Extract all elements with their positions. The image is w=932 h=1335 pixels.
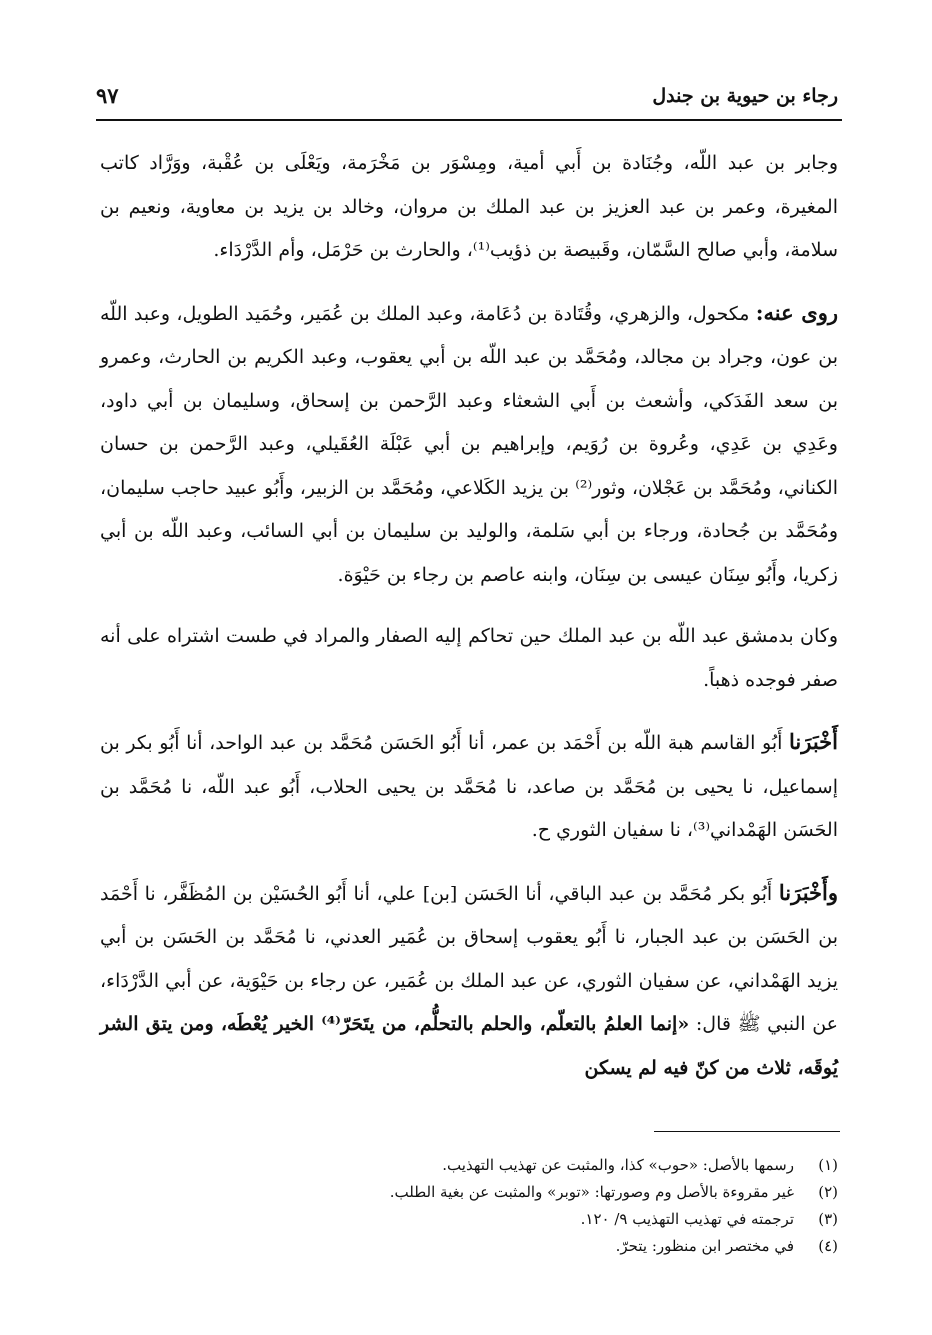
- paragraph-story: [100, 615, 838, 702]
- footnote-item: [330, 1179, 838, 1206]
- paragraph-isnad-2: [100, 871, 838, 1091]
- running-title: رجاء بن حيوية بن جندل: [652, 85, 838, 107]
- footnote-text: في مختصر ابن منظور: يتحرّ.: [615, 1237, 794, 1255]
- footnote-number: (٤): [818, 1237, 838, 1255]
- footnote-item: [330, 1206, 838, 1233]
- paragraph-text: أَبُو القاسم هبة اللّه بن أَحْمَد بن عمر، أنا أَبُو الحَسَن مُحَمَّد بن عبد الواحد، أنا أَبُو بكر بن إسماعيل، نا يحيى بن مُحَمَّد بن صاعد، نا مُحَمَّد بن يحيى الحلاب، أَبُو عبد اللّه، نا مُحَمَّد بن الحَسَن الهَمْداني⁽³⁾، نا سفيان الثوري ح.: [100, 732, 838, 841]
- paragraph-teachers: [100, 142, 838, 273]
- footnote-text: ترجمته في تهذيب التهذيب ٩/ ١٢٠.: [580, 1210, 794, 1228]
- main-text: [100, 142, 838, 1108]
- footnote-item: [330, 1152, 838, 1179]
- isnad-keyword: أَخْبَرَنا: [789, 729, 838, 754]
- header-rule: [96, 119, 842, 121]
- paragraph-narrators: [100, 291, 838, 598]
- footnote-number: (١): [818, 1156, 838, 1174]
- footnotes: [330, 1152, 838, 1260]
- footnote-text: رسمها بالأصل: «حوب» كذا، والمثبت عن تهذيب التهذيب.: [442, 1156, 794, 1174]
- page-header: [96, 72, 838, 116]
- paragraph-isnad-1: [100, 720, 838, 853]
- paragraph-text: وكان بدمشق عبد اللّه بن عبد الملك حين تحاكم إليه الصفار والمراد في طست اشتراه على أنه صفر فوجده ذهباً.: [100, 625, 838, 691]
- section-keyword: روى عنه:: [755, 299, 838, 325]
- hadith-quote: «إنما العلمُ بالتعلّم، والحلم بالتحلُّم، من يتَحَرّ⁽⁴⁾ الخير يُعْطَه، ومن يتق الشر يُوقَه، ثلاث من كنّ فيه لم يسكن: [100, 1013, 838, 1079]
- footnote-number: (٣): [818, 1210, 838, 1228]
- paragraph-text: أَبُو بكر مُحَمَّد بن عبد الباقي، أنا الحَسَن [بن] علي، أنا أَبُو الحُسَيْن بن المُظَفَّر، نا أَحْمَد بن الحَسَن بن عبد الجبار، نا أَبُو يعقوب إسحاق بن عُمَير العدني، نا مُحَمَّد بن الحَسَن بن أبي يزيد الهَمْداني، عن سفيان الثوري، عن عبد الملك بن عُمَير، عن رجاء بن حَيْوَية، عن أبي الدَّرْدَاء، عن النبي ﷺ قال:: [100, 882, 839, 1035]
- footnote-rule: [654, 1131, 840, 1132]
- footnote-item: [330, 1233, 838, 1260]
- page-number: ٩٧: [96, 83, 119, 108]
- footnote-number: (٢): [818, 1183, 838, 1201]
- paragraph-text: وجابر بن عبد اللّه، وجُنَادة بن أَبي أمية، ومِسْوَر بن مَخْرَمة، ويَعْلَى بن عُقْبة، ووَرَّاد كاتب المغيرة، وعمر بن عبد العزيز بن عبد الملك بن مروان، وخالد بن يزيد بن معاوية، ونعيم بن سلامة، وأبي صالح السَّمّان، وقَبيصة بن ذؤيب⁽¹⁾، والحارث بن حَرْمَل، وأم الدَّرْدَاء.: [100, 152, 838, 261]
- paragraph-text: مكحول، والزهري، وقُتَادة بن دُعَامة، وعبد الملك بن عُمَير، وحُمَيد الطويل، وعبد اللّه بن عون، وجراد بن مجالد، ومُحَمَّد بن عبد اللّه بن أبي يعقوب، وعبد الكريم بن الحارث، وعمرو بن سعد الفَدَكي، وأشعث بن أَبي الشعثاء وعبد الرَّحمن بن إسحاق، وسليمان بن أبي داود، وعَدِي بن عَدِي، وعُروة بن رُوَيم، وإبراهيم بن أبي عَبْلَة العُقَيلي، وعبد الرَّحمن بن حسان الكناني، ومُحَمَّد بن عَجْلان، وثور⁽²⁾ بن يزيد الكَلاعي، ومُحَمَّد بن الزبير، وأَبُو عبيد حاجب سليمان، ومُحَمَّد بن جُحادة، ورجاء بن أبي سَلمة، والوليد بن سليمان بن أبي السائب، وعبد اللّه بن أبي زكريا، وأَبُو سِنَان عيسى بن سِنَان، وابنه عاصم بن رجاء بن حَيْوَة.: [100, 302, 839, 586]
- isnad-keyword: وأَخْبَرَنا: [778, 879, 838, 905]
- footnote-text: غير مقروءة بالأصل وم وصورتها: «توبر» والمثبت عن بغية الطلب.: [389, 1183, 794, 1201]
